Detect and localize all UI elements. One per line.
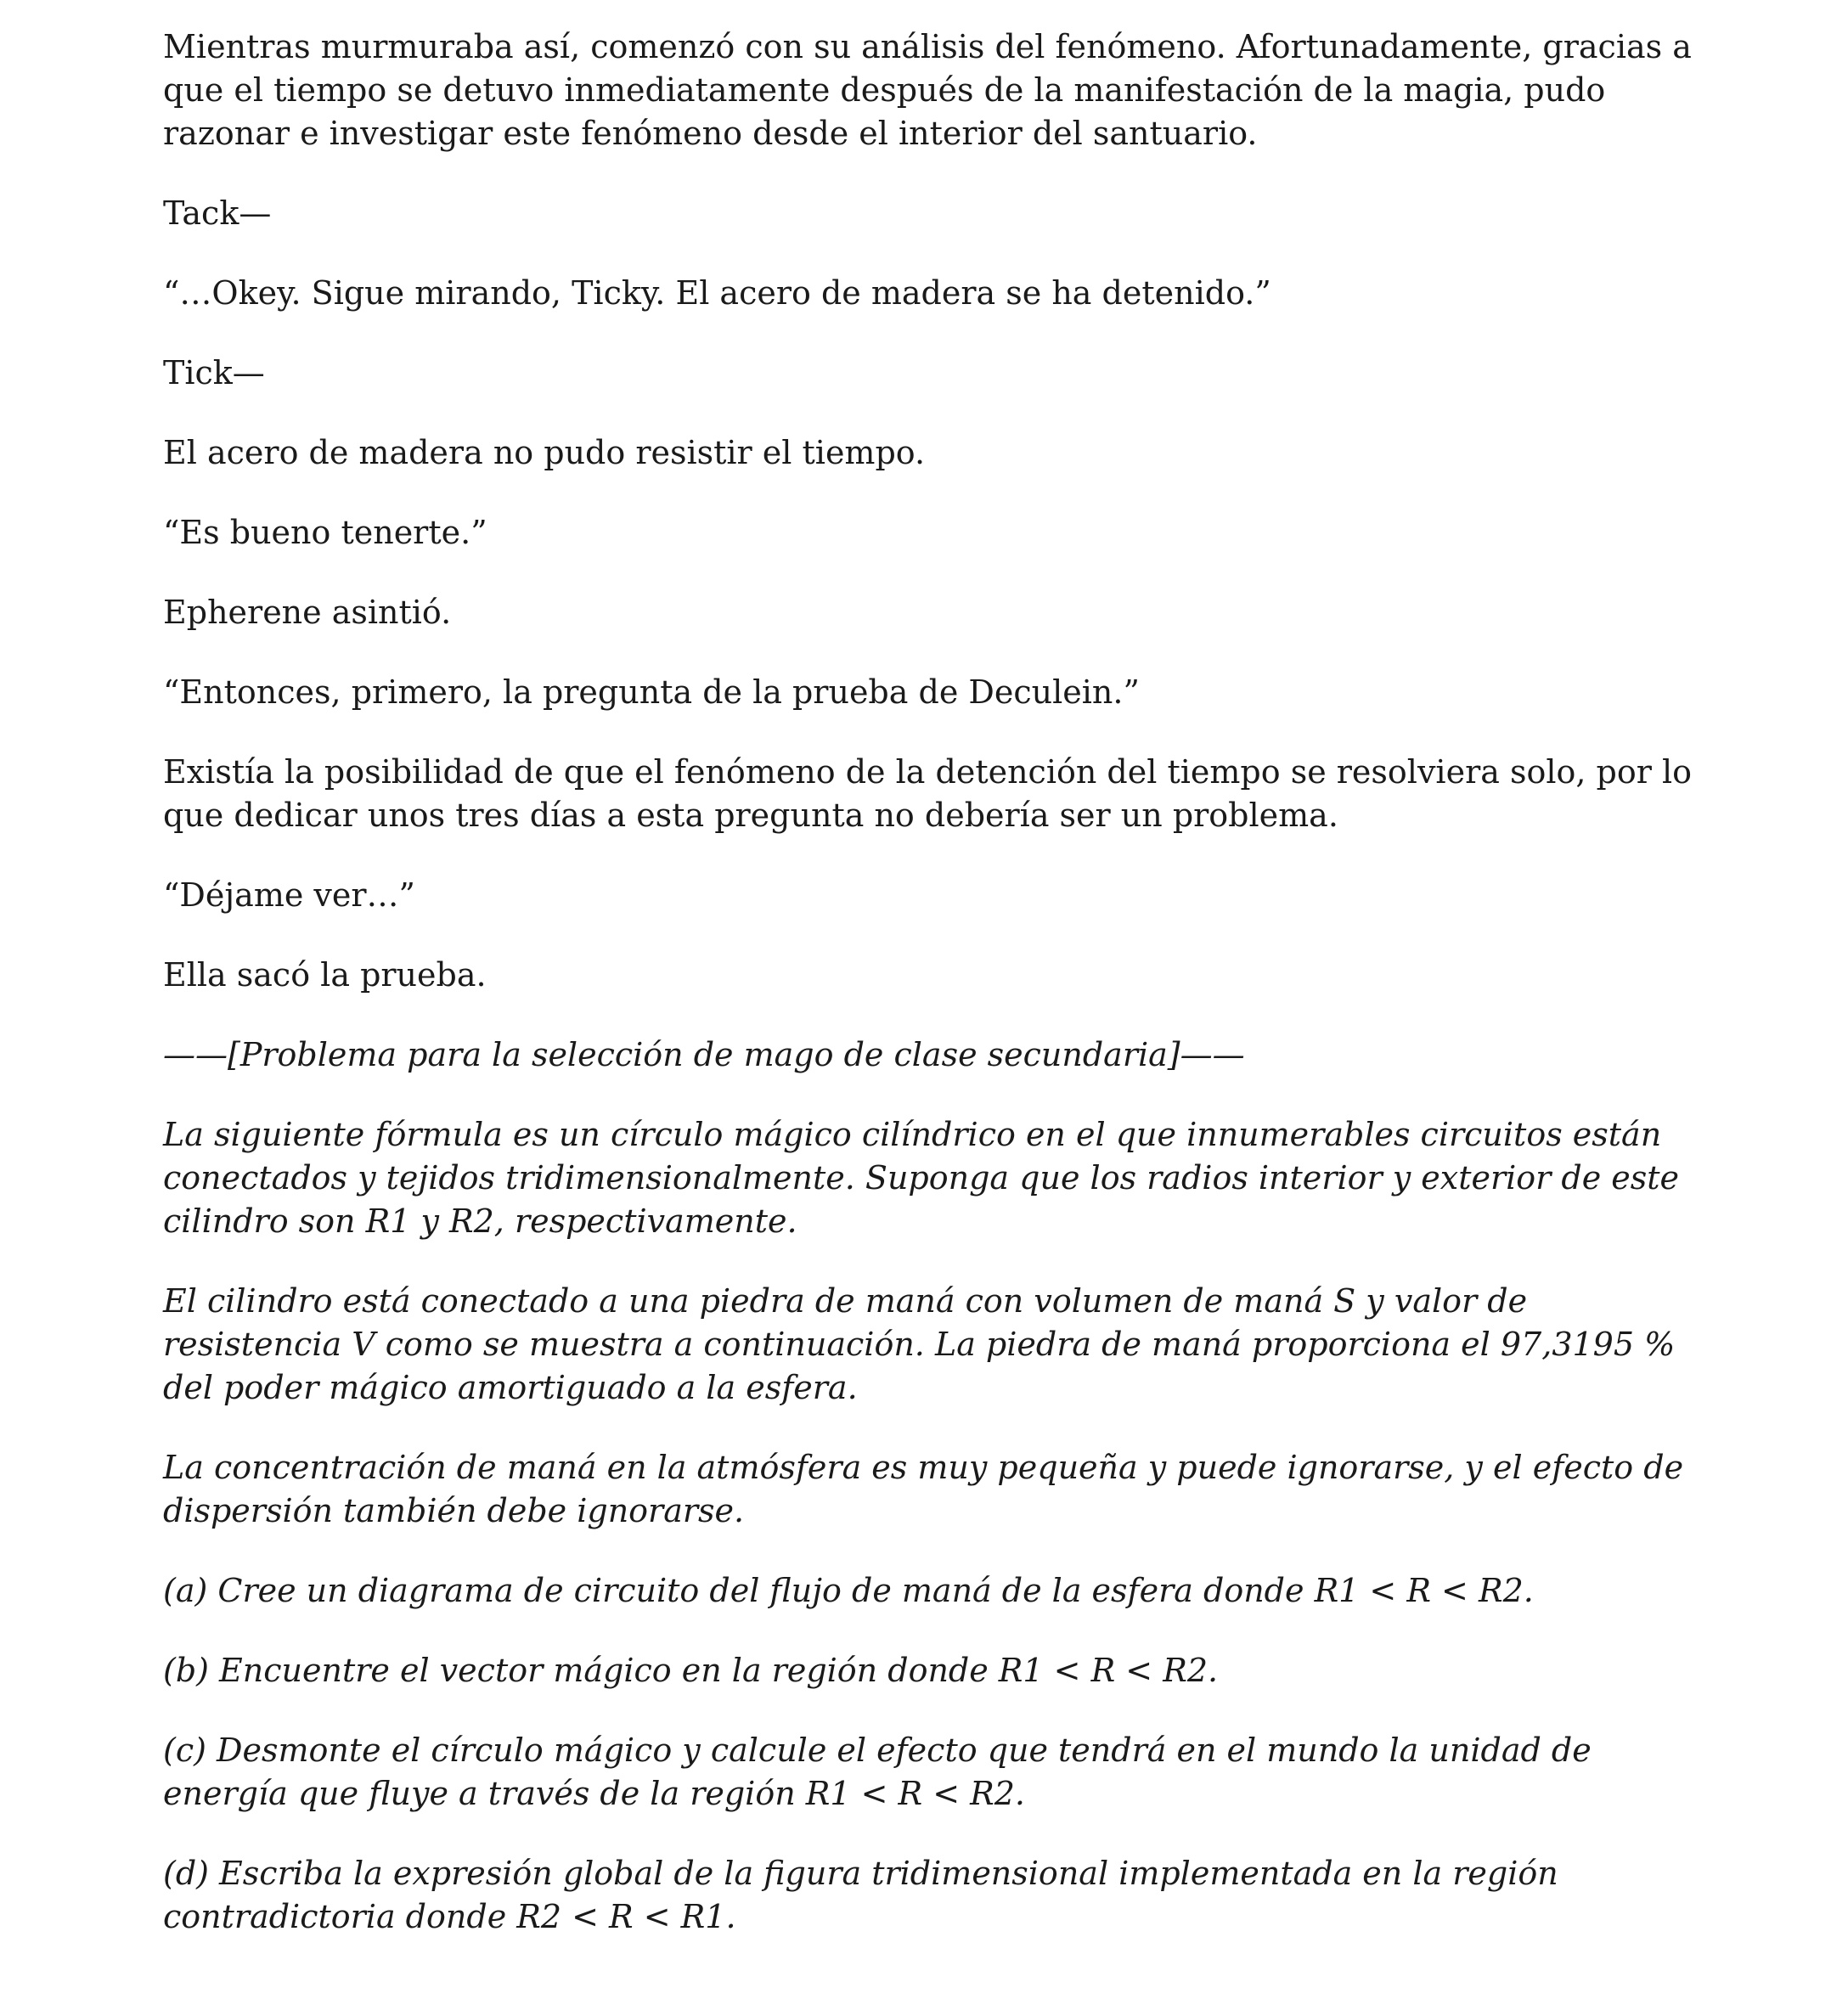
paragraph: Tack— <box>163 194 272 232</box>
problem-question-c: (c) Desmonte el círculo mágico y calcule el efecto que tendrá en el mundo la unidad de energía que fluye a través de la región R1 < R < R2. <box>163 1732 1592 1812</box>
paragraph: Ella sacó la prueba. <box>163 956 487 994</box>
problem-question-d: (d) Escriba la expresión global de la figura tridimensional implementada en la región contradictoria donde R2 < R < R1. <box>163 1855 1558 1935</box>
problem-heading: ——[Problema para la selección de mago de clase secundaria]—— <box>163 1036 1245 1073</box>
paragraph: Tick— <box>163 354 265 391</box>
paragraph: Existía la posibilidad de que el fenómeno de la detención del tiempo se resolviera solo, por lo que dedicar unos tres días a esta pregunta no debería ser un problema. <box>163 753 1693 834</box>
paragraph: Mientras murmuraba así, comenzó con su análisis del fenómeno. Afortunadamente, gracias a que el tiempo se detuvo inmediatamente después de la manifestación de la magia, pudo razonar e investigar este fenómeno desde el interior del santuario. <box>163 28 1692 152</box>
document-body <box>163 25 1692 1975</box>
paragraph: Epherene asintió. <box>163 594 452 631</box>
problem-question-a: (a) Cree un diagrama de circuito del flujo de maná de la esfera donde R1 < R < R2. <box>163 1572 1534 1609</box>
problem-paragraph: El cilindro está conectado a una piedra de maná con volumen de maná S y valor de resistencia V como se muestra a continuación. La piedra de maná proporciona el 97,3195 % del poder mágico amortiguado a la esfera. <box>163 1282 1676 1406</box>
problem-paragraph: La siguiente fórmula es un círculo mágico cilíndrico en el que innumerables circuitos están conectados y tejidos tridimensionalmente. Suponga que los radios interior y exterior de este cilindro son R1 y R2, respectivamente. <box>163 1116 1680 1240</box>
paragraph: El acero de madera no pudo resistir el tiempo. <box>163 434 926 471</box>
problem-question-b: (b) Encuentre el vector mágico en la región donde R1 < R < R2. <box>163 1652 1219 1689</box>
problem-paragraph: La concentración de maná en la atmósfera es muy pequeña y puede ignorarse, y el efecto de dispersión también debe ignorarse. <box>163 1449 1684 1529</box>
paragraph: “…Okey. Sigue mirando, Ticky. El acero de madera se ha detenido.” <box>163 274 1271 312</box>
paragraph: “Déjame ver…” <box>163 876 415 914</box>
paragraph: “Es bueno tenerte.” <box>163 514 487 551</box>
paragraph: “Entonces, primero, la pregunta de la prueba de Deculein.” <box>163 673 1140 711</box>
